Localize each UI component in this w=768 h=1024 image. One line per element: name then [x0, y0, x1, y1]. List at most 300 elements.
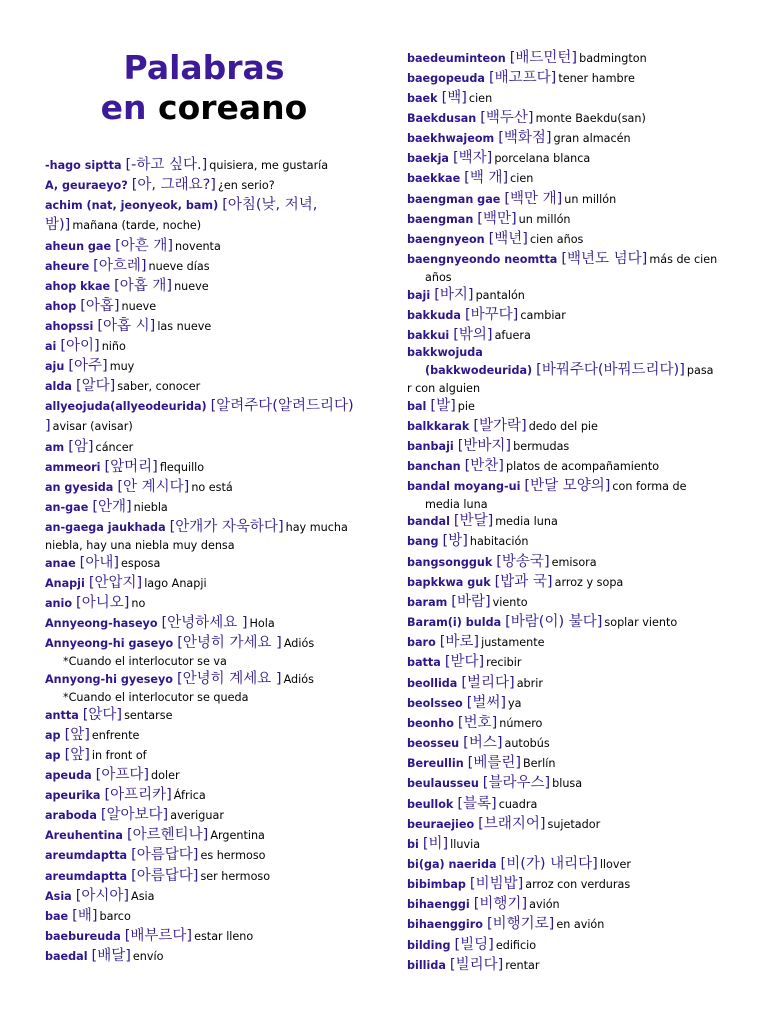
- dictionary-entry: [45, 439, 133, 456]
- entry-korean: [밥과 국]: [494, 574, 553, 590]
- entry-romanization: apeuda: [45, 769, 92, 782]
- entry-romanization: alda: [45, 380, 72, 393]
- entry-definition: autobús: [504, 737, 550, 750]
- entry-definition: r con alguien: [407, 382, 481, 395]
- dictionary-entry: [407, 896, 560, 913]
- dictionary-entry: [407, 876, 630, 893]
- entry-korean: [안개가 자욱하다]: [169, 519, 284, 535]
- entry-romanization: beonho: [407, 717, 454, 730]
- entry-definition: nueve: [121, 300, 157, 313]
- entry-korean: [배드민턴]: [509, 50, 578, 66]
- entry-korean: [베를린]: [467, 755, 521, 771]
- entry-definition: las nueve: [157, 320, 212, 333]
- entry-korean: [앞머리]: [104, 459, 158, 475]
- dictionary-entry: [45, 519, 348, 536]
- entry-definition: esposa: [120, 557, 161, 570]
- entry-korean: [발]: [430, 398, 456, 414]
- dictionary-entry: [407, 50, 647, 67]
- dictionary-entry: [407, 438, 569, 455]
- entry-korean: [방송국]: [496, 554, 550, 570]
- entry-korean: [바꾸다]: [464, 307, 519, 323]
- entry-romanization: anae: [45, 557, 76, 570]
- entry-definition: *Cuando el interlocutor se queda: [63, 691, 249, 704]
- entry-definition: sentarse: [124, 709, 173, 722]
- entry-romanization: banbaji: [407, 440, 454, 453]
- entry-korean: [아름답다]: [131, 847, 199, 863]
- entry-romanization: baro: [407, 636, 436, 649]
- entry-romanization: Annyeong-hi gaseyo: [45, 637, 174, 650]
- entry-definition: bermudas: [513, 440, 570, 453]
- entry-definition: media luna: [425, 498, 488, 511]
- dictionary-entry: [407, 735, 550, 752]
- dictionary-entry: [407, 796, 537, 813]
- entry-definition: muy: [109, 360, 135, 373]
- entry-definition: nueve: [174, 280, 209, 293]
- entry-definition: tener hambre: [558, 72, 635, 85]
- entry-romanization: baek: [407, 92, 438, 105]
- entry-romanization: Annyeong-haseyo: [45, 617, 158, 630]
- entry-korean: [아이]: [60, 338, 100, 354]
- entry-korean: [밖의]: [453, 327, 493, 343]
- dictionary-entry: [407, 70, 635, 87]
- entry-romanization: baekhwajeom: [407, 132, 495, 145]
- entry-romanization: beosseu: [407, 737, 460, 750]
- entry-definition: niño: [101, 340, 126, 353]
- dictionary-entry: [45, 847, 266, 864]
- entry-definition: niebla, hay una niebla muy densa: [45, 539, 235, 552]
- entry-romanization: batta: [407, 656, 441, 669]
- entry-definition: media luna: [495, 515, 558, 528]
- dictionary-entry: [407, 150, 590, 167]
- dictionary-entry: [407, 816, 600, 833]
- entry-korean: [암]: [68, 439, 94, 455]
- dictionary-entry: [45, 537, 235, 554]
- entry-definition: gran almacén: [553, 132, 631, 145]
- dictionary-entry: [45, 238, 221, 255]
- dictionary-entry: [63, 689, 248, 706]
- entry-romanization: aju: [45, 360, 65, 373]
- entry-korean: [아프다]: [95, 767, 150, 783]
- dictionary-entry: [407, 675, 543, 692]
- dictionary-entry: [45, 908, 131, 925]
- dictionary-entry: [407, 211, 571, 228]
- entry-romanization: ammeori: [45, 461, 101, 474]
- entry-korean: [안 계시다]: [117, 479, 190, 495]
- entry-definition: porcelana blanca: [494, 152, 591, 165]
- entry-romanization: baengnyeondo neomtta: [407, 253, 558, 266]
- entry-definition: dedo del pie: [528, 420, 598, 433]
- entry-korean: [아홉 시]: [97, 318, 156, 334]
- entry-definition: arroz con verduras: [525, 878, 631, 891]
- entry-definition: cáncer: [95, 441, 134, 454]
- entry-korean: [-하고 싶다.]: [125, 157, 208, 173]
- entry-definition: pie: [457, 400, 475, 413]
- dictionary-entry: [407, 634, 545, 651]
- entry-korean: [아내]: [79, 555, 119, 571]
- entry-romanization: achim (nat, jeonyeok, bam): [45, 199, 219, 212]
- entry-definition: niebla: [133, 501, 168, 514]
- entry-korean: [바람(이) 불다]: [505, 614, 603, 630]
- entry-korean: [비빔밥]: [469, 876, 524, 892]
- dictionary-entry: [45, 888, 155, 905]
- entry-definition: ya: [508, 697, 522, 710]
- entry-definition: no está: [191, 481, 233, 494]
- entry-korean: [앉다]: [82, 707, 123, 723]
- dictionary-entry: [45, 595, 145, 612]
- entry-korean: [백두산]: [480, 110, 534, 126]
- dictionary-entry: [45, 177, 275, 194]
- entry-definition: viento: [492, 596, 528, 609]
- entry-korean: [블록]: [457, 796, 497, 812]
- entry-romanization: ap: [45, 749, 61, 762]
- dictionary-entry: [407, 755, 555, 772]
- dictionary-entry: [407, 130, 631, 147]
- entry-romanization: ahopssi: [45, 320, 94, 333]
- entry-definition: Argentina: [210, 829, 265, 842]
- entry-definition: arroz y sopa: [554, 576, 624, 589]
- entry-romanization: Annyong-hi gyeseyo: [45, 673, 173, 686]
- dictionary-entry: [45, 298, 156, 315]
- entry-romanization: bapkkwa guk: [407, 576, 491, 589]
- entry-romanization: Areuhentina: [45, 829, 123, 842]
- entry-definition: enfrente: [91, 729, 140, 742]
- entry-definition: edificio: [495, 939, 537, 952]
- dictionary-entry: [45, 157, 328, 174]
- entry-romanization: areumdaptta: [45, 870, 128, 883]
- entry-korean: [백년]: [488, 231, 528, 247]
- entry-definition: saber, conocer: [117, 380, 201, 393]
- page-title-line-2: [45, 88, 363, 128]
- entry-romanization: bibimbap: [407, 878, 466, 891]
- dictionary-entry: [45, 459, 204, 476]
- entry-romanization: baengman: [407, 213, 474, 226]
- entry-romanization: baebureuda: [45, 930, 121, 943]
- entry-definition: blusa: [552, 777, 583, 790]
- dictionary-entry: [45, 928, 253, 945]
- dictionary-entry: [45, 727, 139, 744]
- entry-definition: rentar: [505, 959, 540, 972]
- dictionary-entry: [45, 948, 163, 965]
- entry-korean: [비행기]: [473, 896, 528, 912]
- entry-korean: [받다]: [444, 654, 485, 670]
- entry-definition: quisiera, me gustaría: [209, 159, 329, 172]
- entry-romanization: bakkwojuda: [407, 346, 483, 359]
- entry-definition: Adiós: [283, 637, 315, 650]
- entry-korean: [아흐레]: [93, 258, 147, 274]
- entry-romanization: Anapji: [45, 577, 85, 590]
- entry-romanization: anio: [45, 597, 73, 610]
- dictionary-entry: [45, 258, 210, 275]
- entry-korean: [아, 그래요?]: [131, 177, 216, 193]
- dictionary-entry: [407, 715, 542, 732]
- entry-romanization: bihaenggiro: [407, 918, 483, 931]
- entry-romanization: aheun gae: [45, 240, 112, 253]
- entry-romanization: bandal moyang-ui: [407, 480, 521, 493]
- dictionary-entry: [407, 110, 646, 127]
- entry-romanization: bang: [407, 535, 439, 548]
- entry-definition: cien: [468, 92, 493, 105]
- entry-romanization: ahop kkae: [45, 280, 111, 293]
- dictionary-entry: [45, 499, 168, 516]
- entry-definition: cuadra: [498, 798, 538, 811]
- dictionary-entry: [45, 555, 160, 572]
- dictionary-entry: [45, 358, 134, 375]
- entry-definition: abrir: [516, 677, 543, 690]
- entry-korean: [백 개]: [464, 170, 509, 186]
- entry-definition: no: [131, 597, 146, 610]
- entry-definition: noventa: [175, 240, 221, 253]
- entry-definition: nueve días: [148, 260, 210, 273]
- entry-romanization: baedal: [45, 950, 88, 963]
- dictionary-entry: [407, 251, 717, 268]
- entry-korean: [버스]: [463, 735, 503, 751]
- entry-korean: [아르헨티나]: [126, 827, 209, 843]
- entry-romanization: beulausseu: [407, 777, 479, 790]
- entry-romanization: ai: [45, 340, 57, 353]
- entry-definition: recibir: [486, 656, 522, 669]
- dictionary-entry: [407, 614, 677, 631]
- dictionary-entry: [407, 654, 521, 671]
- dictionary-entry: [45, 767, 180, 784]
- entry-korean: [바로]: [439, 634, 480, 650]
- entry-definition: flequillo: [159, 461, 205, 474]
- dictionary-entry: [45, 747, 147, 764]
- entry-definition: pantalón: [475, 289, 525, 302]
- entry-definition: *Cuando el interlocutor se va: [63, 655, 227, 668]
- entry-korean: [백만 개]: [504, 191, 563, 207]
- dictionary-entry: [45, 787, 206, 804]
- entry-korean: [안압지]: [88, 575, 143, 591]
- dictionary-entry: [407, 327, 531, 344]
- entry-romanization: billida: [407, 959, 446, 972]
- entry-korean: [반달 모양의]: [524, 478, 611, 494]
- entry-korean: [바지]: [434, 287, 474, 303]
- entry-romanization: bilding: [407, 939, 451, 952]
- dictionary-entry: [63, 653, 227, 670]
- entry-definition: sujetador: [547, 818, 601, 831]
- entry-korean: [반바지]: [457, 438, 512, 454]
- entry-definition: Berlín: [523, 757, 556, 770]
- dictionary-entry: [407, 307, 566, 324]
- entry-romanization: an-gae: [45, 501, 89, 514]
- entry-romanization: beolsseo: [407, 697, 463, 710]
- entry-definition: ¿en serio?: [217, 179, 275, 192]
- dictionary-entry: [407, 231, 583, 248]
- entry-korean: [백만]: [477, 211, 517, 227]
- entry-romanization: baengnyeon: [407, 233, 485, 246]
- entry-korean: [배]: [72, 908, 98, 924]
- dictionary-entry: [45, 197, 319, 214]
- entry-romanization: bihaenggi: [407, 898, 470, 911]
- entry-korean: [발가락]: [473, 418, 527, 434]
- entry-korean: [아주]: [68, 358, 108, 374]
- dictionary-entry: [407, 458, 659, 475]
- dictionary-entry: [45, 827, 265, 844]
- dictionary-entry: [407, 398, 475, 415]
- entry-romanization: bae: [45, 910, 69, 923]
- entry-korean: [아흔 개]: [115, 238, 174, 254]
- entry-romanization: ahop: [45, 300, 77, 313]
- dictionary-entry: [45, 479, 233, 496]
- entry-romanization: baji: [407, 289, 431, 302]
- entry-romanization: Bereullin: [407, 757, 464, 770]
- entry-definition: más de cien: [649, 253, 718, 266]
- entry-korean: [안개]: [92, 499, 132, 515]
- entry-korean: [바꿔주다(바꿔드리다)]: [536, 362, 685, 378]
- dictionary-entry: [45, 615, 275, 632]
- entry-korean: [안녕하세요 ]: [161, 615, 248, 631]
- entry-definition: un millón: [564, 193, 617, 206]
- entry-definition: in front of: [91, 749, 147, 762]
- entry-korean: 밤)]: [45, 217, 71, 233]
- entry-romanization: -hago siptta: [45, 159, 122, 172]
- dictionary-entry: [407, 957, 539, 974]
- entry-definition: África: [173, 789, 206, 802]
- entry-korean: [비]: [422, 836, 449, 852]
- entry-romanization: bandal: [407, 515, 450, 528]
- entry-definition: es hermoso: [200, 849, 266, 862]
- entry-definition: avión: [529, 898, 560, 911]
- dictionary-entry: [407, 594, 528, 611]
- entry-definition: cien: [510, 172, 534, 185]
- title-accent-word: en: [100, 88, 147, 127]
- entry-definition: Hola: [249, 617, 275, 630]
- entry-korean: [백]: [441, 90, 467, 106]
- entry-definition: emisora: [551, 556, 597, 569]
- entry-definition: Asia: [131, 890, 155, 903]
- dictionary-entry: [45, 378, 200, 395]
- entry-romanization: baekkae: [407, 172, 461, 185]
- page-title-line-1: Palabras: [123, 48, 285, 87]
- dictionary-entry: [425, 362, 714, 379]
- entry-romanization: aheure: [45, 260, 90, 273]
- entry-korean: [아름답다]: [131, 868, 199, 884]
- entry-romanization: bi(ga) naerida: [407, 858, 497, 871]
- entry-definition: estar lleno: [194, 930, 254, 943]
- entry-definition: afuera: [494, 329, 531, 342]
- entry-romanization: balkkarak: [407, 420, 470, 433]
- entry-definition: justamente: [481, 636, 545, 649]
- dictionary-entry: [407, 191, 616, 208]
- dictionary-entry: [407, 478, 687, 495]
- entry-romanization: bakkui: [407, 329, 450, 342]
- dictionary-entry: [407, 836, 480, 853]
- entry-korean: [배고프다]: [488, 70, 557, 86]
- dictionary-entry: [407, 344, 483, 361]
- entry-definition: averiguar: [170, 809, 224, 822]
- entry-definition: lluvia: [450, 838, 481, 851]
- entry-korean: [아프리카]: [104, 787, 172, 803]
- dictionary-entry: [407, 695, 522, 712]
- entry-definition: años: [425, 271, 452, 284]
- dictionary-entry: [407, 574, 623, 591]
- entry-definition: platos de acompañamiento: [505, 460, 660, 473]
- entry-romanization: A, geuraeyo?: [45, 179, 128, 192]
- entry-definition: mañana (tarde, noche): [72, 219, 202, 232]
- entry-korean: [방]: [442, 533, 468, 549]
- dictionary-entry: [407, 937, 536, 954]
- entry-romanization: an-gaega jaukhada: [45, 521, 166, 534]
- entry-definition: cien años: [529, 233, 584, 246]
- entry-korean: [안녕히 가세요 ]: [177, 635, 282, 651]
- entry-romanization: apeurika: [45, 789, 101, 802]
- entry-definition: en avión: [556, 918, 605, 931]
- entry-romanization: Asia: [45, 890, 72, 903]
- dictionary-entry: [425, 496, 488, 513]
- entry-romanization: baedeuminteon: [407, 52, 506, 65]
- entry-korean: [빌리다]: [449, 957, 504, 973]
- entry-korean: [아니오]: [76, 595, 130, 611]
- entry-romanization: beuraejieo: [407, 818, 475, 831]
- dictionary-entry: [407, 775, 582, 792]
- title-rest-word: coreano: [158, 88, 308, 127]
- entry-definition: con forma de: [612, 480, 687, 493]
- entry-definition: Adiós: [283, 673, 314, 686]
- entry-romanization: baegopeuda: [407, 72, 485, 85]
- entry-romanization: antta: [45, 709, 79, 722]
- entry-korean: ]: [45, 418, 51, 434]
- entry-korean: [알려주다(알려드리다): [210, 398, 354, 414]
- entry-korean: [아홉]: [80, 298, 120, 314]
- entry-romanization: bakkuda: [407, 309, 461, 322]
- dictionary-entry: [45, 398, 356, 415]
- dictionary-entry: [407, 380, 480, 397]
- entry-korean: [아시아]: [75, 888, 130, 904]
- dictionary-entry: [425, 269, 452, 286]
- entry-korean: [배달]: [91, 948, 131, 964]
- entry-korean: [바람]: [451, 594, 491, 610]
- entry-romanization: beullok: [407, 798, 454, 811]
- entry-definition: soplar viento: [604, 616, 678, 629]
- entry-korean: [벌써]: [466, 695, 507, 711]
- dictionary-entry: [45, 575, 207, 592]
- dictionary-entry: [407, 916, 604, 933]
- entry-romanization: (bakkwodeurida): [425, 364, 533, 377]
- entry-romanization: areumdaptta: [45, 849, 128, 862]
- dictionary-entry: [45, 671, 314, 688]
- entry-romanization: baekja: [407, 152, 449, 165]
- entry-korean: [반달]: [453, 513, 494, 529]
- dictionary-entry: [45, 278, 209, 295]
- dictionary-entry: [407, 554, 597, 571]
- entry-korean: [백년도 넘다]: [561, 251, 648, 267]
- entry-romanization: am: [45, 441, 65, 454]
- dictionary-entry: [45, 635, 314, 652]
- entry-korean: [안녕히 계세요 ]: [177, 671, 282, 687]
- entry-romanization: beollida: [407, 677, 458, 690]
- entry-definition: un millón: [518, 213, 571, 226]
- dictionary-entry: [45, 318, 211, 335]
- entry-korean: [블라우스]: [482, 775, 551, 791]
- entry-korean: [비행기로]: [486, 916, 555, 932]
- entry-definition: habitación: [469, 535, 529, 548]
- entry-korean: [백화점]: [498, 130, 552, 146]
- dictionary-entry: [45, 807, 224, 824]
- dictionary-entry: [407, 90, 492, 107]
- entry-romanization: bal: [407, 400, 427, 413]
- entry-korean: [브래지어]: [478, 816, 546, 832]
- entry-definition: llover: [599, 858, 631, 871]
- dictionary-entry: [407, 170, 533, 187]
- entry-korean: [앞]: [64, 747, 90, 763]
- dictionary-entry: [45, 338, 126, 355]
- entry-korean: [배부르다]: [124, 928, 193, 944]
- entry-definition: pasa: [686, 364, 714, 377]
- entry-definition: monte Baekdu(san): [535, 112, 646, 125]
- entry-korean: [알다]: [75, 378, 116, 394]
- entry-korean: [백자]: [452, 150, 493, 166]
- dictionary-entry: [45, 868, 270, 885]
